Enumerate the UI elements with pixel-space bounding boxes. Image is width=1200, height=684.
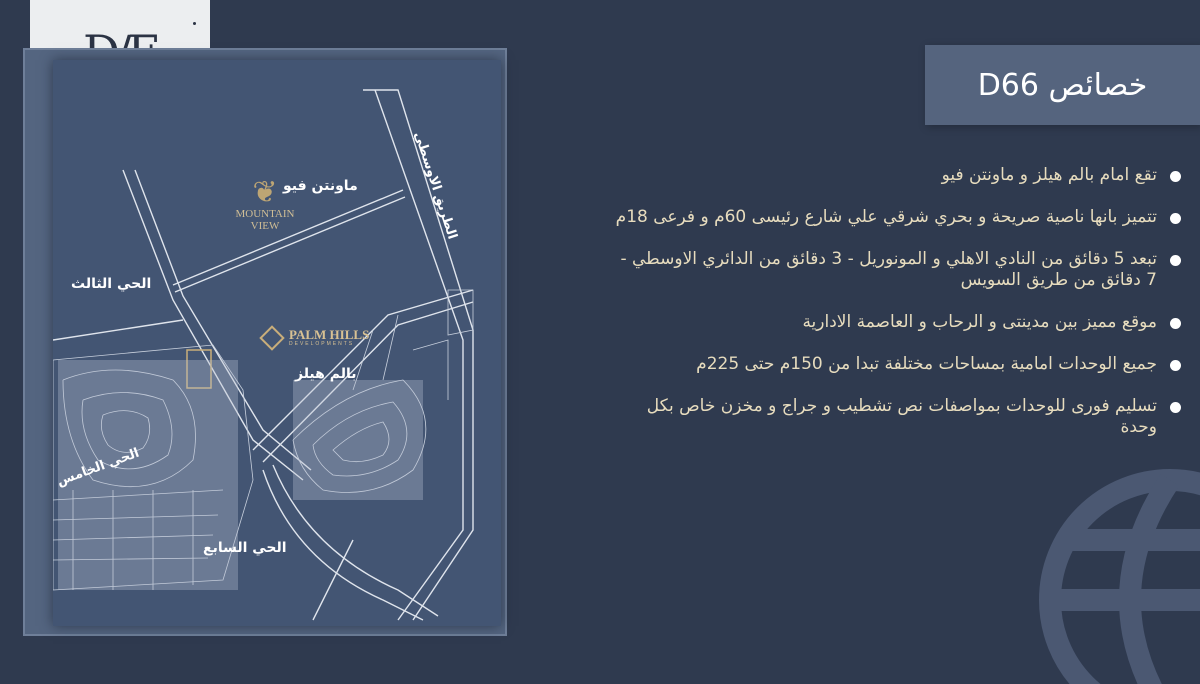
map-frame	[23, 48, 507, 636]
feature-item: تتميز بانها ناصية صريحة و بحري شرقي علي شارع رئيسى 60م و فرعى 18م	[615, 207, 1185, 228]
palm-hills-sub: DEVELOPMENTS	[289, 341, 355, 347]
mountain-view-line2: VIEW	[250, 220, 280, 232]
page-title: خصائص D66	[977, 67, 1148, 103]
label-middle-ring-road: الطريق الاوسطي	[410, 130, 460, 242]
label-seventh-district: الحي السابع	[203, 540, 287, 556]
title-box	[925, 45, 1200, 125]
label-mountain-view: ماونتن فيو	[283, 178, 358, 194]
mountain-view-line1: MOUNTAIN	[235, 208, 295, 220]
label-palm-hills: بالم هيلز	[295, 366, 357, 382]
feature-item: تقع امام بالم هيلز و ماونتن فيو	[615, 165, 1185, 186]
label-third-district: الحي الثالث	[71, 276, 152, 292]
leaf-icon: ❦	[252, 176, 278, 209]
label-fifth-district: الحي الخامس	[55, 445, 142, 490]
location-map	[53, 60, 501, 626]
feature-item: تبعد 5 دقائق من النادي الاهلي و المونوريل - 3 دقائق من الدائري الاوسطي - 7 دقائق من طريق السويس	[615, 249, 1185, 291]
globe-icon	[1030, 440, 1200, 684]
palm-hills-logo	[263, 328, 369, 347]
features-list	[615, 165, 1185, 459]
feature-item: تسليم فورى للوحدات بمواصفات نص تشطيب و جراج و مخزن خاص بكل وحدة	[615, 396, 1185, 438]
feature-item: موقع مميز بين مدينتى و الرحاب و العاصمة الادارية	[615, 312, 1185, 333]
diamond-icon	[259, 325, 284, 350]
feature-item: جميع الوحدات امامية بمساحات مختلفة تبدا من 150م حتى 225م	[615, 354, 1185, 375]
logo-dot	[193, 22, 196, 25]
palm-hills-name: PALM HILLS	[289, 327, 370, 342]
